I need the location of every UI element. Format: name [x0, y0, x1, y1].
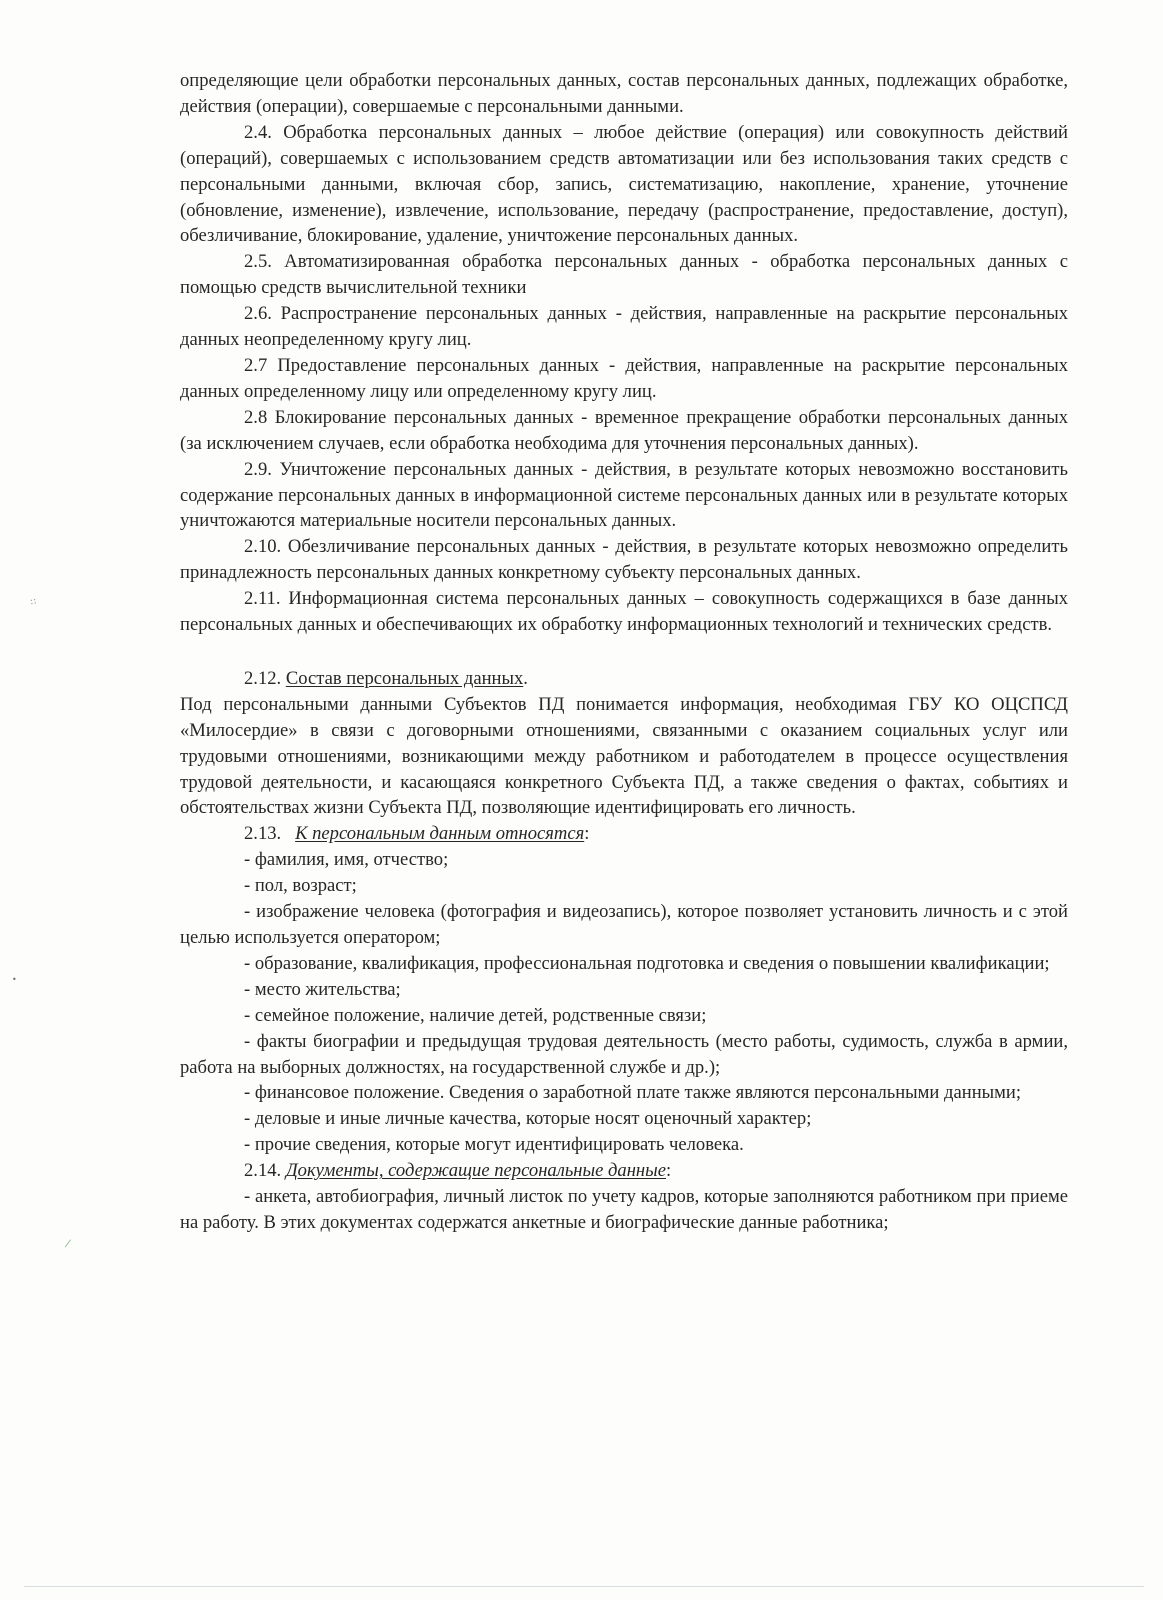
list-item: - фамилия, имя, отчество; [244, 849, 449, 871]
list-item: - факты биографии и предыдущая трудовая деятельность (место работы, судимость, служба в армии, работа на выборных должностях, на государственной службе и др.); [180, 1030, 1068, 1078]
heading-2-12-end: . [523, 667, 528, 689]
paragraph-2-12-body: Под персональными данными Субъектов ПД понимается информация, необходимая ГБУ КО ОЦСПСД «Милосердие» в связи с договорными отношениями, связанными с оказанием социальных услуг или трудовыми отношениями, возникающими между работником и работодателем в процессе осуществления трудовой деятельности, и касающаяся конкретного Субъекта ПД, а также сведения о фактах, событиях и обстоятельствах жизни Субъекта ПД, позволяющие идентифицировать его личность. [180, 693, 1068, 819]
paragraph-2-9: 2.9. Уничтожение персональных данных - действия, в результате которых невозможно восстановить содержание персональных данных в информационной системе персональных данных или в результате которых уничтожаются материальные носители персональных данных. [180, 458, 1068, 532]
heading-2-12-title: Состав персональных данных [285, 667, 524, 689]
document-body [180, 68, 1068, 1236]
heading-2-13-end: : [584, 823, 590, 845]
paragraph-2-7: 2.7 Предоставление персональных данных - действия, направленные на раскрытие персональных данных определенному лицу или определенному кругу лиц. [180, 354, 1068, 402]
paragraph-2-5: 2.5. Автоматизированная обработка персональных данных - обработка персональных данных с помощью средств вычислительной техники [180, 251, 1068, 299]
heading-2-14-end: : [666, 1160, 672, 1182]
list-item: - изображение человека (фотография и видеозапись), которое позволяет установить личность и с этой целью используется оператором; [180, 901, 1068, 948]
paragraph-continuation: определяющие цели обработки персональных данных, состав персональных данных, подлежащих обработке, действия (операции), совершаемые с персональными данными. [180, 70, 1068, 117]
heading-2-14 [180, 1158, 1068, 1184]
list-item: - деловые и иные личные качества, которые носят оценочный характер; [244, 1108, 812, 1130]
list-item: - финансовое положение. Сведения о заработной плате также являются персональными данными; [244, 1082, 1022, 1104]
heading-2-12 [180, 666, 1068, 692]
heading-2-13-number: 2.13. [244, 823, 296, 845]
paragraph-2-10: 2.10. Обезличивание персональных данных - действия, в результате которых невозможно определить принадлежность персональных данных конкретному субъекту персональных данных. [180, 536, 1068, 584]
paragraph-2-11: 2.11. Информационная система персональных данных – совокупность содержащихся в базе данных персональных данных и обеспечивающих их обработку информационных технологий и технических средств. [180, 588, 1068, 636]
heading-2-12-number: 2.12. [244, 667, 286, 689]
scan-speck: ⁘ [24, 593, 42, 611]
heading-2-14-number: 2.14. [244, 1160, 286, 1182]
scan-edge-line [24, 1586, 1144, 1587]
scan-stroke: / [63, 1236, 72, 1251]
paragraph-2-8: 2.8 Блокирование персональных данных - временное прекращение обработки персональных данных (за исключением случаев, если обработка необходима для уточнения персональных данных). [180, 406, 1068, 454]
heading-2-14-title: Документы, содержащие персональные данные [285, 1160, 666, 1182]
paragraph-2-6: 2.6. Распространение персональных данных - действия, направленные на раскрытие персональных данных неопределенному кругу лиц. [180, 303, 1068, 351]
list-item: - анкета, автобиография, личный листок по учету кадров, которые заполняются работником при приеме на работу. В этих документах содержатся анкетные и биографические данные работника; [180, 1186, 1068, 1233]
list-item: - семейное положение, наличие детей, родственные связи; [244, 1004, 707, 1026]
scan-dot: • [12, 975, 17, 984]
heading-2-13-title: К персональным данным относятся [295, 823, 585, 845]
heading-2-13 [180, 821, 1068, 847]
paragraph-2-4: 2.4. Обработка персональных данных – любое действие (операция) или совокупность действий (операций), совершаемых с использованием средств автоматизации или без использования таких средств с персональными данными, включая сбор, запись, систематизацию, накопление, хранение, уточнение (обновление, изменение), извлечение, использование, передачу (распространение, предоставление, доступ), обезличивание, блокирование, удаление, уничтожение персональных данных. [180, 121, 1068, 247]
list-item: - пол, возраст; [244, 875, 357, 897]
list-item: - прочие сведения, которые могут идентифицировать человека. [244, 1134, 744, 1156]
list-item: - место жительства; [244, 978, 401, 1000]
list-item: - образование, квалификация, профессиональная подготовка и сведения о повышении квалификации; [244, 952, 1050, 974]
